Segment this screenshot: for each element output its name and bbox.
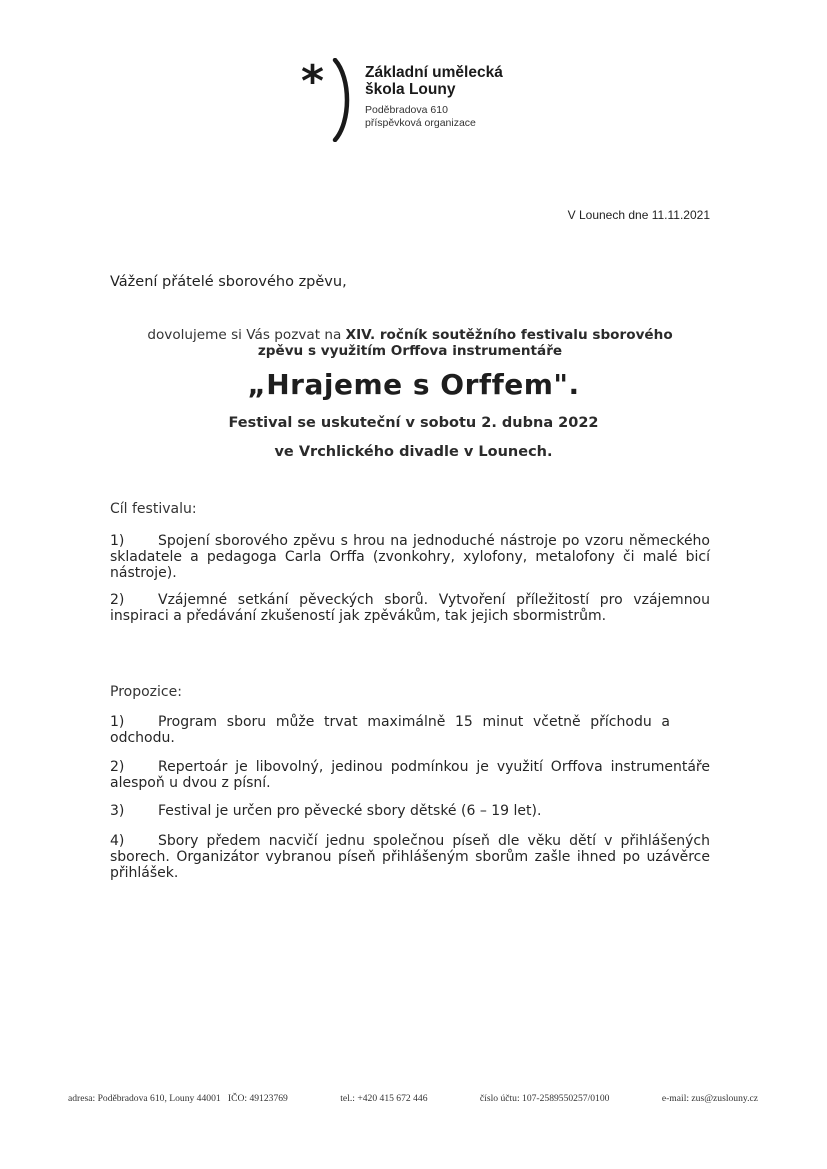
footer-phone: tel.: +420 415 672 446 <box>340 1093 428 1104</box>
logo-title-line1: Základní umělecká <box>365 64 503 81</box>
rule-item-text: Sbory předem nacvičí jednu společnou píseň dle věku dětí v přihlášených sborech. Organizátor vybranou píseň přihlášeným sborům zašle ihned po uzávěrce přihlášek. <box>110 833 710 881</box>
greeting: Vážení přátelé sborového zpěvu, <box>110 274 347 290</box>
footer-email: e-mail: zus@zuslouny.cz <box>661 1093 758 1104</box>
goal-item-number: 1) <box>110 533 125 549</box>
footer-address-text: adresa: Poděbradova 610, Louny 44001 <box>68 1093 221 1104</box>
logo-title-line2: škola Louny <box>365 81 456 98</box>
invite-prefix: dovolujeme si Vás pozvat na <box>147 327 346 343</box>
goal-item-2 <box>110 592 710 624</box>
invite-bold-line2: zpěvu s využitím Orffova instrumentáře <box>257 343 563 359</box>
rule-item-number: 3) <box>110 803 125 819</box>
rule-item-text: Repertoár je libovolný, jedinou podmínkou je využití Orffova instrumentáře alespoň u dvou z písní. <box>110 759 710 791</box>
invitation-text <box>100 327 720 359</box>
festival-venue-line: ve Vrchlického divadle v Lounech. <box>274 444 553 460</box>
rule-item-3 <box>110 803 710 819</box>
rule-item-4 <box>110 833 710 881</box>
parenthesis-logo-mark <box>329 58 357 142</box>
rule-item-2 <box>110 759 710 791</box>
logo-address: Poděbradova 610 <box>365 104 448 116</box>
goal-item-text: Spojení sborového zpěvu s hrou na jednoduché nástroje po vzoru německého skladatele a pedagoga Carla Orffa (zvonkohry, xylofony, metalofony či malé bicí nástroje). <box>110 533 710 581</box>
goal-item-text: Vzájemné setkání pěveckých sborů. Vytvoření příležitostí pro vzájemnou inspiraci a předávání zkušeností jak zpěvákům, tak jejich sbormistrům. <box>110 592 710 624</box>
letter-date: V Lounech dne 11.11.2021 <box>567 208 710 222</box>
goals-heading: Cíl festivalu: <box>110 501 197 517</box>
footer-account: číslo účtu: 107-2589550257/0100 <box>479 1093 610 1104</box>
rule-item-text: Festival je určen pro pěvecké sbory dětské (6 – 19 let). <box>158 803 542 819</box>
goal-item-number: 2) <box>110 592 125 608</box>
rule-item-number: 4) <box>110 833 125 849</box>
rule-item-1 <box>110 714 670 746</box>
festival-date-line: Festival se uskuteční v sobotu 2. dubna 2022 <box>228 415 599 431</box>
festival-title: „Hrajeme s Orffem". <box>247 368 580 401</box>
footer-ico: IČO: 49123769 <box>227 1093 288 1104</box>
rule-item-text: Program sboru může trvat maximálně 15 minut včetně příchodu a odchodu. <box>110 714 670 746</box>
logo-org-type: příspěvková organizace <box>365 116 476 129</box>
footer-address <box>68 1093 288 1104</box>
school-logo <box>301 56 541 146</box>
rules-heading: Propozice: <box>110 684 182 700</box>
asterisk-logo-mark: * <box>301 56 325 107</box>
letter-footer <box>68 1093 758 1104</box>
rule-item-number: 2) <box>110 759 125 775</box>
logo-title <box>365 64 503 98</box>
rule-item-number: 1) <box>110 714 125 730</box>
invite-bold-line1: XIV. ročník soutěžního festivalu sborového <box>345 327 673 343</box>
logo-subtitle <box>365 104 476 129</box>
goal-item-1 <box>110 533 710 581</box>
